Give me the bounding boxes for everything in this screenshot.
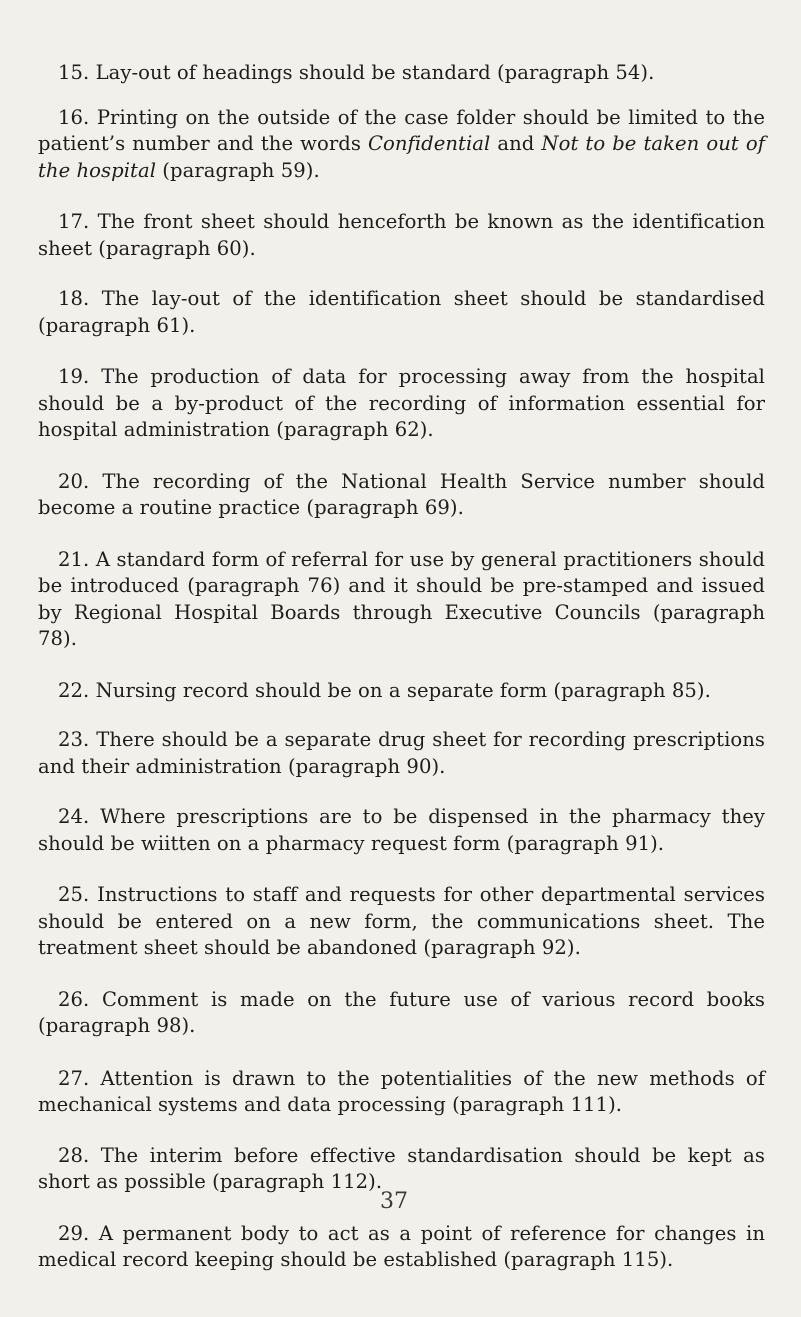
recommendation-number: 26.: [58, 987, 90, 1011]
recommendation-text: Attention is drawn to the potentialities of the new methods of mechanical systems and data processing (paragraph 111).: [38, 1066, 765, 1116]
recommendation-text: Lay-out of headings should be standard (paragraph 54).: [95, 61, 655, 84]
recommendation-item: [38, 286, 765, 339]
recommendation-item: [38, 1066, 765, 1119]
recommendation-number: 17.: [58, 210, 90, 233]
recommendation-text: and: [490, 132, 542, 155]
recommendation-item: [38, 804, 765, 857]
recommendation-number: 25.: [58, 883, 90, 906]
page-number: 37: [380, 1189, 408, 1214]
recommendation-text: (paragraph 59).: [156, 158, 320, 182]
recommendation-text: A permanent body to act as a point of reference for changes in medical record keeping should be established (paragraph 115).: [38, 1221, 765, 1271]
recommendation-number: 29.: [58, 1221, 90, 1245]
recommendation-number: 21.: [58, 547, 90, 571]
recommendation-item: [38, 882, 765, 962]
recommendation-number: 19.: [58, 365, 90, 388]
recommendation-number: 20.: [58, 469, 90, 493]
recommendation-item: [38, 547, 765, 653]
recommendation-number: 15.: [58, 61, 90, 84]
recommendation-text: The production of data for processing away from the hospital should be a by-product of the recording of information essential for hospital administration (paragraph 62).: [38, 365, 765, 441]
recommendation-item: [38, 987, 765, 1040]
recommendation-item: [38, 105, 765, 185]
recommendation-italic-text: Confidential: [367, 132, 491, 155]
recommendation-text: The front sheet should henceforth be known as the identification sheet (paragraph 60).: [38, 210, 765, 260]
recommendation-item: [38, 469, 765, 522]
recommendation-number: 24.: [58, 805, 90, 828]
recommendation-text: The lay-out of the identification sheet should be standardised (paragraph 61).: [38, 287, 765, 337]
recommendation-number: 27.: [58, 1066, 90, 1090]
recommendation-number: 22.: [58, 678, 90, 702]
recommendation-text: The interim before effective standardisation should be kept as short as possible (paragraph 112).: [38, 1143, 765, 1193]
recommendations-list: [38, 60, 765, 1274]
recommendation-item: [38, 60, 765, 87]
recommendation-item: [38, 209, 765, 262]
recommendation-text: Instructions to staff and requests for other departmental services should be entered on a new form, the communications sheet. The treatment sheet should be abandoned (paragraph 92).: [38, 883, 765, 959]
recommendation-text: A standard form of referral for use by general practitioners should be introduced (paragraph 76) and it should be pre-stamped and issued by Regional Hospital Boards through Executive Councils (paragraph 78).: [38, 547, 765, 650]
recommendation-number: 16.: [58, 105, 90, 129]
recommendation-text: Printing on the outside of the case folder should be limited to the patient’s number and the words: [38, 105, 765, 155]
recommendation-text: Comment is made on the future use of various record books (paragraph 98).: [38, 987, 765, 1037]
recommendation-item: [38, 727, 765, 780]
recommendation-item: [38, 1143, 765, 1196]
recommendation-number: 23.: [58, 728, 90, 751]
recommendation-italic-text: Not to be taken out of the hospital: [38, 132, 765, 182]
recommendation-item: [38, 678, 765, 705]
recommendation-number: 18.: [58, 287, 90, 310]
recommendation-number: 28.: [58, 1143, 90, 1167]
recommendation-item: [38, 364, 765, 444]
recommendation-text: There should be a separate drug sheet for recording prescriptions and their administration (paragraph 90).: [38, 728, 766, 778]
recommendation-text: Nursing record should be on a separate form (paragraph 85).: [95, 678, 711, 702]
recommendation-text: Where prescriptions are to be dispensed in the pharmacy they should be wiitten on a pharmacy request form (paragraph 91).: [38, 805, 765, 855]
recommendation-text: The recording of the National Health Service number should become a routine practice (paragraph 69).: [38, 469, 766, 519]
recommendation-item: [38, 1221, 765, 1274]
